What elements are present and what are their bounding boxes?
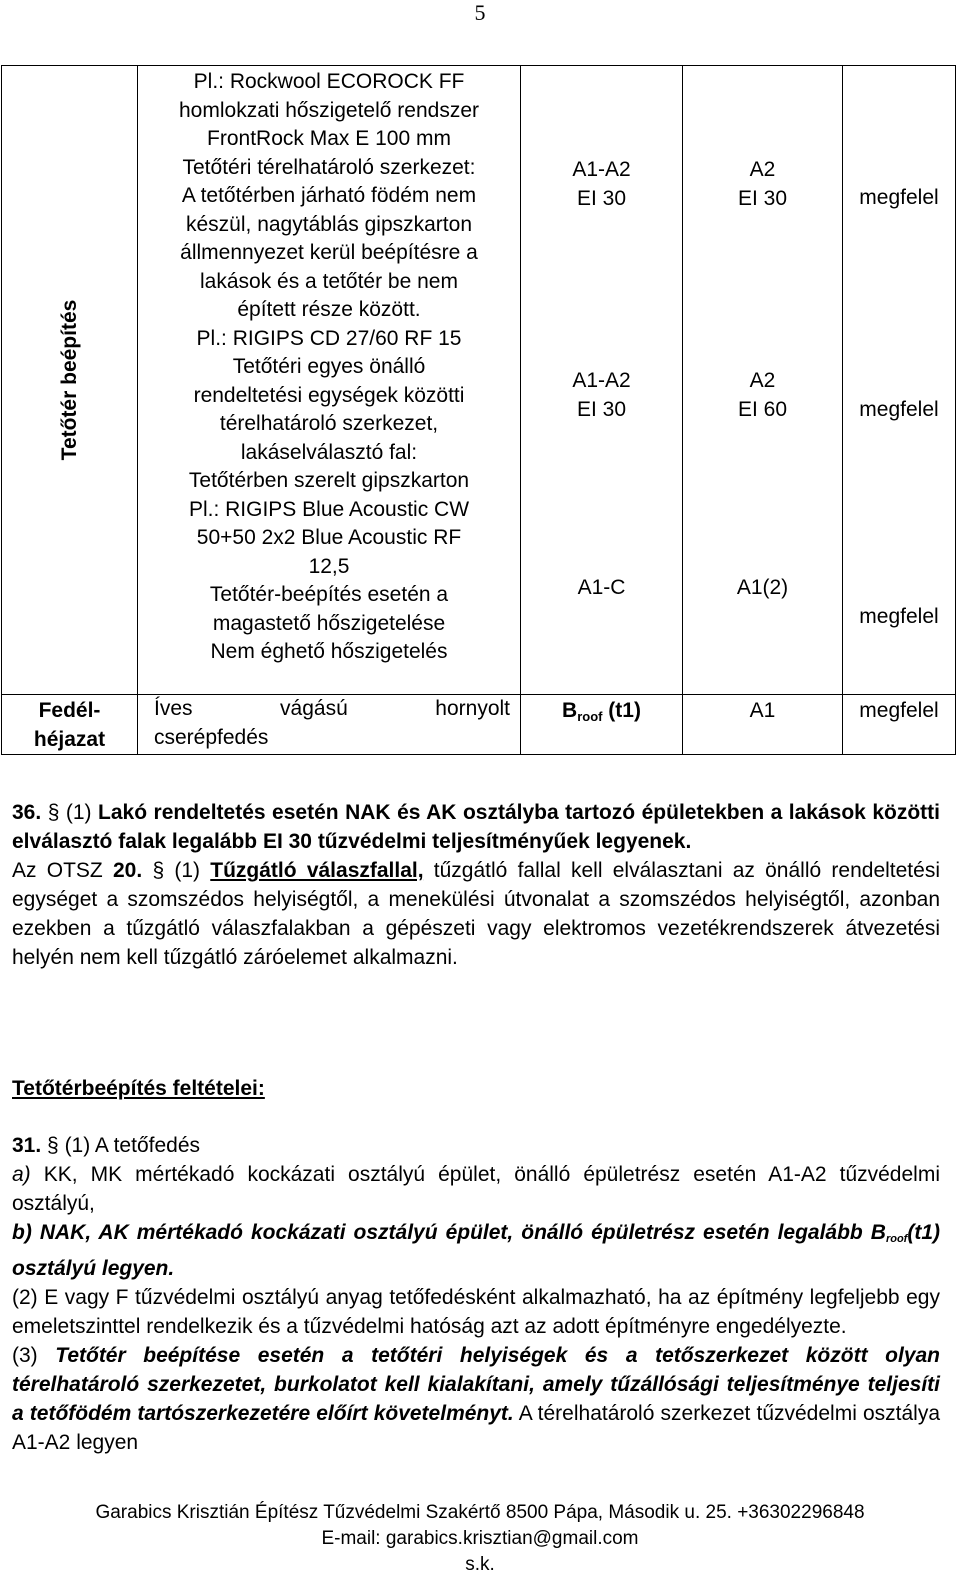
result-value: megfelel: [859, 699, 939, 722]
section-sign: §: [152, 859, 165, 882]
para-number: 36.: [12, 801, 42, 824]
desc-line: Tetőtéri egyes önálló: [232, 355, 426, 378]
desc-line: lakások és a tetőtér be nem: [200, 269, 458, 293]
desc-line: Pl.: Rockwool ECOROCK FF: [193, 70, 465, 93]
footer-address: Garabics Krisztián Építész Tűzvédelmi Szakértő 8500 Pápa, Második u. 25. +36302296848: [95, 1502, 865, 1523]
section-sign: §: [47, 801, 60, 824]
result-cell-attic: [843, 66, 956, 695]
para-text: (1): [164, 859, 211, 882]
result-value: megfelel: [859, 186, 939, 209]
desc-line: FrontRock Max E 100 mm: [207, 127, 451, 150]
para-bold-text: Lakó rendeltetés esetén NAK és AK osztályba tartozó épületekben a lakások közötti elválasztó falak legalább EI 30 tűzvédelmi teljesítményűek legyenek.: [12, 801, 940, 853]
desc-line: épített része között.: [237, 298, 421, 321]
actual-value: A2: [749, 158, 776, 181]
result-value: megfelel: [859, 605, 939, 628]
para-bold-text: Tetőtér beépítése esetén a tetőtéri helyiségek és a tetőszerkezet között olyan térelhatároló szerkezetet, burkolatot kell kialakítani, amely tűzállósági teljesítménye teljesíti a tetőfödém tartószerkezetére előírt követelményt.: [12, 1344, 941, 1425]
para-number: 20.: [112, 859, 143, 882]
actual-value: EI 60: [737, 397, 788, 421]
para-underlined-text: Tűzgátló válaszfallal,: [210, 859, 424, 882]
req-value-suffix: (t1): [602, 699, 641, 722]
paragraph-31: [12, 1131, 940, 1160]
para-text: A térelhatároló szerkezet tűzvédelmi osztálya A1-A2 legyen: [12, 1402, 941, 1454]
paragraph-otsz: [12, 856, 940, 972]
req-value: EI 30: [576, 397, 627, 421]
desc-line: Tetőtérben szerelt gipszkarton: [188, 469, 470, 492]
desc-line: lakáselválasztó fal:: [240, 440, 418, 464]
desc-line: térelhatároló szerkezet,: [219, 412, 439, 435]
desc-line: A tetőtérben járható födém nem: [181, 184, 477, 207]
actual-cell-attic: [683, 66, 843, 695]
req-value: A1-A2: [572, 158, 631, 181]
paragraph-36: [12, 798, 940, 856]
actual-value: EI 30: [737, 186, 788, 210]
para-text: (1): [59, 801, 99, 824]
req-value: A1-C: [577, 576, 626, 599]
paragraph-31-block: [12, 1131, 940, 1457]
desc-line: rendeltetési egységek közötti: [193, 383, 465, 407]
footer-signature: s.k.: [465, 1554, 495, 1575]
footer-email: E-mail: garabics.krisztian@gmail.com: [321, 1528, 639, 1549]
desc-line: Tetőtér-beépítés esetén a: [209, 583, 449, 606]
req-value: A1-A2: [572, 369, 631, 392]
para-text: tűzgátló fallal kell elválasztani az önálló rendeltetési egységet a szomszédos helyiségtől, a menekülési útvonalat a szomszédos helyiségtől, azonban ezekben a tűzgátló válaszfalakban a gépészeti vagy elektromos vezetékrendszerek átvezetési helyén nem kell tűzgátló záróelemet alkalmazni.: [12, 859, 940, 969]
section-heading: Tetőtérbeépítés feltételei:: [12, 1077, 265, 1100]
paragraph-31-2: (2) E vagy F tűzvédelmi osztályú anyag tetőfedésként alkalmazható, ha az építmény legfeljebb egy emeletszinttel rendelkezik és a tűzvédelmi hatóság azt az adott építményre engedélyezte.: [12, 1286, 940, 1338]
section-label-roof: héjazat: [33, 727, 106, 751]
desc-line: Pl.: RIGIPS CD 27/60 RF 15: [196, 326, 462, 350]
desc-line: Tetőtéri térelhatároló szerkezet:: [182, 155, 476, 179]
para-subscript: roof: [885, 1233, 908, 1245]
result-cell-roof: [843, 695, 956, 755]
para-text: KK, MK mértékadó kockázati osztályú épület, önálló épületrész esetén A1-A2 tűzvédelmi osztályú,: [12, 1163, 940, 1215]
desc-line: Íves vágású hornyolt: [154, 697, 510, 720]
desc-cell-roof: [138, 695, 521, 755]
para-text: (3): [12, 1344, 56, 1367]
actual-value: A1: [749, 699, 776, 722]
desc-line: Nem éghető hőszigetelés: [210, 640, 448, 663]
paragraph-31-a: [12, 1160, 940, 1218]
desc-line: 50+50 2x2 Blue Acoustic RF: [196, 526, 462, 549]
desc-line: magastető hőszigetelése: [212, 611, 446, 635]
desc-line: állmennyezet kerül beépítésre a: [180, 241, 478, 264]
page-number: 5: [474, 0, 486, 25]
actual-value: A1(2): [736, 576, 789, 599]
actual-value: A2: [749, 369, 776, 392]
para-text: Az OTSZ: [12, 859, 113, 882]
desc-line: készül, nagytáblás gipszkarton: [186, 212, 472, 236]
item-label: a): [12, 1163, 31, 1186]
desc-cell-attic: [138, 66, 521, 695]
section-label-roof: Fedél-: [38, 699, 101, 722]
req-value: EI 30: [576, 186, 627, 210]
section-cell-roof: [2, 695, 138, 755]
desc-line: Pl.: RIGIPS Blue Acoustic CW: [188, 497, 470, 521]
req-cell-roof: [521, 695, 683, 755]
actual-cell-roof: [683, 695, 843, 755]
req-value-main: B: [562, 699, 578, 722]
desc-line: homlokzati hőszigetelő rendszer: [179, 98, 479, 122]
desc-line: cserépfedés: [154, 725, 269, 749]
section-cell-attic: [2, 66, 138, 695]
paragraph-31-b: [12, 1218, 940, 1283]
page-footer: [0, 1500, 960, 1578]
req-cell-attic: [521, 66, 683, 695]
para-text: b) NAK, AK mértékadó kockázati osztályú épület, önálló épületrész esetén legalább B: [12, 1221, 886, 1244]
para-number: 31.: [12, 1134, 42, 1157]
result-value: megfelel: [859, 397, 939, 421]
paragraph-36-block: [12, 798, 940, 972]
para-text: (t1) osztályú legyen.: [12, 1221, 940, 1280]
req-value-sub: roof: [577, 709, 603, 724]
section-sign: §: [47, 1134, 59, 1157]
desc-line: 12,5: [308, 554, 350, 578]
section-label-attic: Tetőtér beépítés: [57, 299, 81, 461]
heading-block: [12, 1074, 940, 1103]
paragraph-31-3: [12, 1341, 940, 1457]
para-text: (1) A tetőfedés: [58, 1134, 200, 1157]
fire-spec-table: [1, 65, 956, 755]
